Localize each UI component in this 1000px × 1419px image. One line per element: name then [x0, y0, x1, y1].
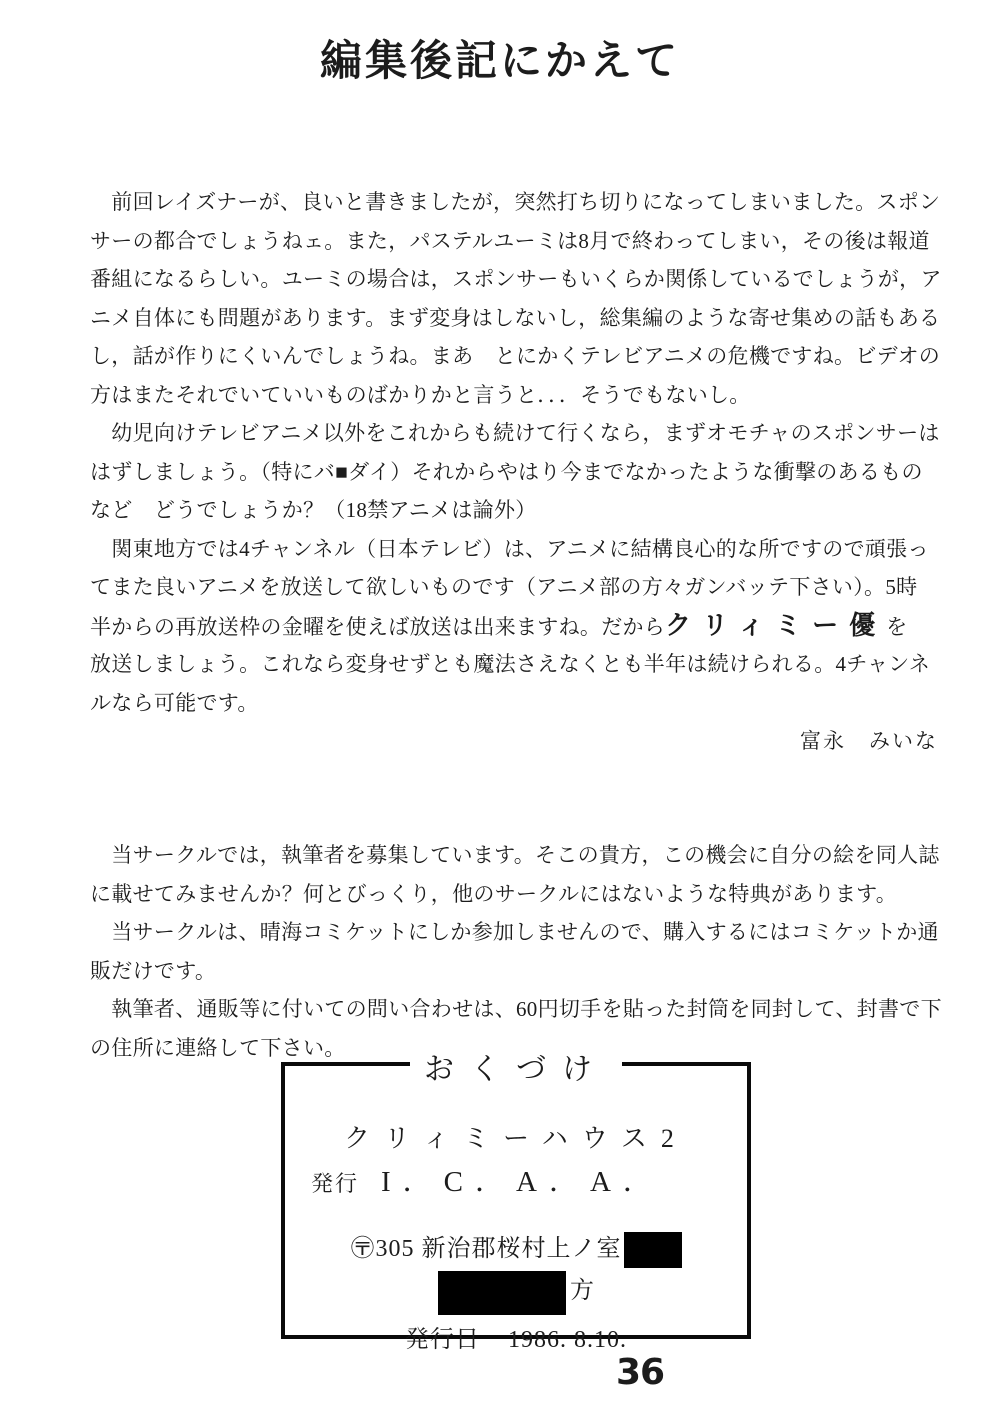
page-number: 36 [616, 1352, 665, 1393]
address-line [285, 1228, 747, 1268]
afterword-section [90, 183, 940, 761]
text-line: 販だけです。 [90, 958, 217, 983]
book-title: クリィミーハウス2 [344, 1124, 688, 1153]
page-title: 編集後記にかえて [319, 39, 680, 85]
author-signature: 富永 みいな [800, 729, 938, 753]
publish-date-line [285, 1319, 747, 1354]
text-line: てまた良いアニメを放送して欲しいものです（アニメ部の方々ガンバッテ下さい）。5時 [90, 575, 918, 599]
redaction-box [438, 1271, 566, 1315]
care-of-line [285, 1270, 747, 1314]
text-line: 当サークルでは，執筆者を募集しています。そこの貴方，この機会に自分の絵を同人誌 [90, 843, 940, 867]
colophon-box [281, 1053, 751, 1353]
text-line: 関東地方では4チャンネル（日本テレビ）は、アニメに結構良心的な所ですので頑張っ [90, 536, 929, 561]
text-line: 前回レイズナーが、良いと書きましたが，突然打ち切りになってしまいました。スポン [90, 190, 941, 214]
text-line: 放送しましょう。これなら変身せずとも魔法さえなくとも半年は続けられる。4チャンネ [90, 652, 931, 676]
postal-address-text: 〶305 新治郡桜村上ノ室 [350, 1236, 622, 1262]
publisher-line [285, 1159, 747, 1200]
publish-date: 1986. 8.10. [508, 1326, 627, 1353]
date-label: 発行日 [405, 1326, 480, 1353]
text-line: 当サークルは、晴海コミケットにしか参加しませんので、購入するにはコミケットか通 [90, 920, 939, 944]
care-of-suffix: 方 [570, 1278, 594, 1305]
publisher-name: I．C．A．A． [381, 1166, 664, 1198]
text-line: 執筆者、通販等に付いての問い合わせは、60円切手を貼った封筒を同封して、封書で下 [90, 997, 942, 1021]
text-line-with-censor: はずしましょう。（特にバ■ダイ）それからやはり今までなかったような衝撃のあるもの [90, 459, 923, 484]
text-line: 番組になるらしい。ユーミの場合は，スポンサーもいくらか関係しているでしょうが，ア [90, 267, 942, 291]
text-line: ニメ自体にも問題があります。まず変身はしないし，総集編のような寄せ集めの話もある [90, 305, 941, 330]
text-line: ルなら可能です。 [90, 690, 259, 715]
text-line: 方はまたそれでいていいものばかりかと言うと．．．そうでもないし。 [90, 382, 751, 407]
publisher-label: 発行 [311, 1171, 360, 1196]
colophon-box-title: おくづけ [410, 1044, 622, 1088]
text-line: 幼児向けテレビアニメ以外をこれからも続けて行くなら，まずオモチャのスポンサーは [90, 421, 940, 445]
emphasized-show-title: クリィミー優 [665, 610, 887, 640]
emphasis-pre-text: 半からの再放送枠の金曜を使えば放送は出来ますね。だから [90, 614, 666, 639]
text-line: など どうでしょうか？（18禁アニメは論外） [90, 498, 537, 522]
emphasis-post-text: を [886, 614, 908, 639]
text-line: に載せてみませんか？何とびっくり，他のサークルにはないような特典があります。 [90, 881, 898, 906]
redaction-box [624, 1232, 682, 1268]
text-line-emphasis [90, 607, 940, 646]
text-line: の住所に連絡して下さい。 [90, 1035, 346, 1060]
text-line: サーの都合でしょうねェ。また，パステルユーミは8月で終わってしまい，その後は報道 [90, 228, 930, 253]
recruitment-section [90, 836, 940, 1067]
text-line: し，話が作りにくいんでしょうね。まあ とにかくテレビアニメの危機ですね。ビデオの [90, 344, 941, 368]
